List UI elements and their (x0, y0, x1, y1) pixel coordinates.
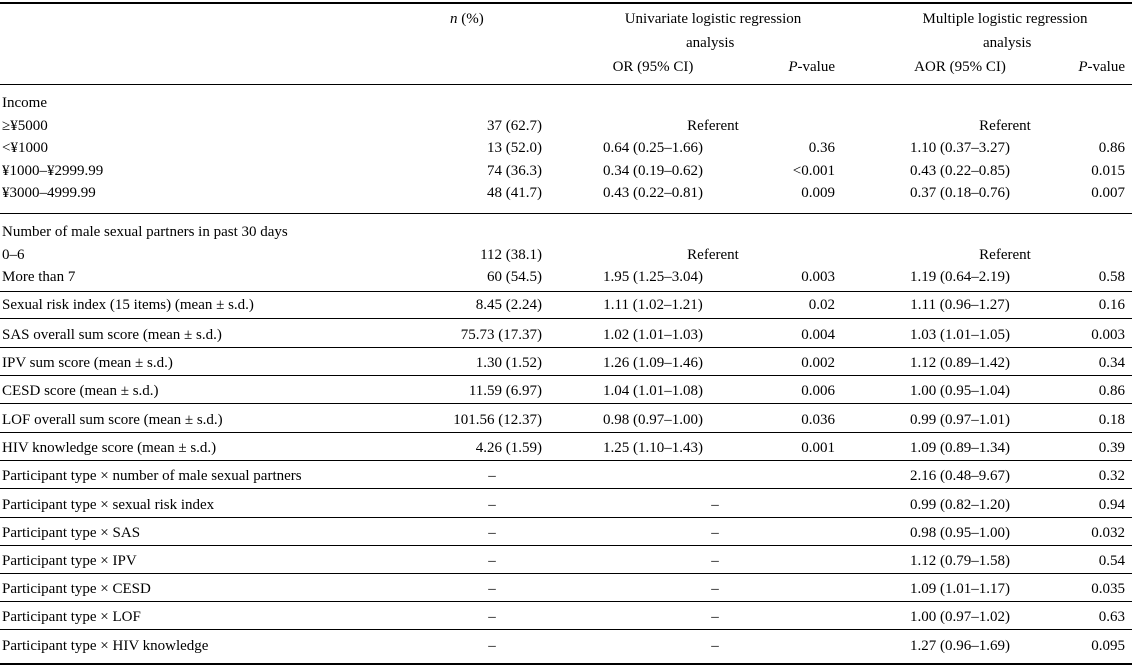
n-percent-cell: 75.73 (17.37) (460, 327, 542, 343)
p-symbol: P (1078, 59, 1088, 75)
row-label: Income (2, 95, 47, 111)
row-separator-rule (0, 517, 1132, 518)
row-separator-rule (0, 460, 1132, 461)
aor-ci-cell: 0.43 (0.22–0.85) (910, 163, 1010, 179)
aor-ci-cell: 1.09 (0.89–1.34) (910, 440, 1010, 456)
p-value-multiple-cell: 0.54 (1098, 553, 1125, 569)
or-ci-cell: – (711, 609, 719, 625)
row-label: ¥3000–4999.99 (2, 185, 96, 201)
row-label: Participant type × SAS (2, 525, 141, 541)
row-label: Sexual risk index (15 items) (mean ± s.d.) (2, 297, 254, 313)
p-value-multiple-cell: 0.032 (1091, 525, 1125, 541)
p-value-multiple-cell: 0.18 (1098, 412, 1125, 428)
aor-ci-cell: 1.19 (0.64–2.19) (910, 269, 1010, 285)
p-value-header-univariate (755, 59, 835, 76)
p-value-univariate-cell: 0.002 (801, 355, 835, 371)
aor-referent-cell: Referent (979, 247, 1031, 263)
or-ci-cell: 1.11 (1.02–1.21) (603, 297, 703, 313)
p-value-univariate-cell: 0.009 (801, 185, 835, 201)
n-percent-cell: 8.45 (2.24) (475, 297, 542, 313)
or-ci-cell: – (711, 525, 719, 541)
row-label: More than 7 (2, 269, 76, 285)
or-ci-cell: 1.95 (1.25–3.04) (603, 269, 703, 285)
aor-ci-cell: 1.00 (0.95–1.04) (910, 383, 1010, 399)
aor-ci-cell: 1.09 (1.01–1.17) (910, 581, 1010, 597)
or-ci-cell: 1.04 (1.01–1.08) (603, 383, 703, 399)
p-value-multiple-cell: 0.86 (1098, 140, 1125, 156)
row-separator-rule (0, 629, 1132, 630)
aor-ci-cell: 2.16 (0.48–9.67) (910, 468, 1010, 484)
n-percent-cell: – (488, 609, 496, 625)
n-percent-text: (%) (461, 11, 484, 27)
or-ci-cell: 1.02 (1.01–1.03) (603, 327, 703, 343)
n-percent-cell: 37 (62.7) (487, 118, 542, 134)
table-bottom-rule (0, 663, 1132, 665)
row-separator-rule (0, 375, 1132, 376)
p-value-univariate-cell: 0.36 (808, 140, 835, 156)
p-value-multiple-cell: 0.86 (1098, 383, 1125, 399)
aor-ci-cell: 0.99 (0.97–1.01) (910, 412, 1010, 428)
p-value-univariate-cell: 0.004 (801, 327, 835, 343)
p-value-multiple-cell: 0.63 (1098, 609, 1125, 625)
row-separator-rule (0, 291, 1132, 292)
p-value-univariate-cell: 0.036 (801, 412, 835, 428)
p-value-multiple-cell: 0.39 (1098, 440, 1125, 456)
n-symbol: n (450, 11, 458, 27)
p-value-multiple-cell: 0.34 (1098, 355, 1125, 371)
n-percent-cell: 11.59 (6.97) (468, 383, 542, 399)
p-symbol: P (788, 59, 798, 75)
or-ci-header: OR (95% CI) (612, 59, 694, 75)
row-label: IPV sum score (mean ± s.d.) (2, 355, 173, 371)
row-label: ¥1000–¥2999.99 (2, 163, 104, 179)
univariate-header-line2: analysis (686, 35, 735, 51)
p-value-header-multiple (1055, 59, 1125, 76)
row-separator-rule (0, 318, 1132, 319)
or-ci-cell: 0.98 (0.97–1.00) (603, 412, 703, 428)
n-percent-cell: – (488, 497, 496, 513)
row-label: Participant type × sexual risk index (2, 497, 215, 513)
row-label: Number of male sexual partners in past 30 days (2, 224, 288, 240)
row-label: CESD score (mean ± s.d.) (2, 383, 159, 399)
n-percent-cell: 13 (52.0) (487, 140, 542, 156)
aor-ci-header: AOR (95% CI) (914, 59, 1006, 75)
univariate-header-line1: Univariate logistic regression (624, 11, 802, 27)
p-value-univariate-cell: 0.02 (808, 297, 835, 313)
or-ci-cell: – (711, 553, 719, 569)
n-percent-cell: 101.56 (12.37) (453, 412, 542, 428)
or-ci-cell: 1.26 (1.09–1.46) (603, 355, 703, 371)
row-separator-rule (0, 403, 1132, 404)
p-value-multiple-cell: 0.007 (1091, 185, 1125, 201)
multiple-header-line1: Multiple logistic regression (922, 11, 1088, 27)
or-ci-cell: 0.64 (0.25–1.66) (603, 140, 703, 156)
or-ci-cell: – (711, 638, 719, 654)
aor-ci-cell: 0.37 (0.18–0.76) (910, 185, 1010, 201)
row-label: 0–6 (2, 247, 25, 263)
row-separator-rule (0, 432, 1132, 433)
p-value-multiple-cell: 0.095 (1091, 638, 1125, 654)
row-separator-rule (0, 601, 1132, 602)
n-percent-cell: – (488, 553, 496, 569)
row-label: LOF overall sum score (mean ± s.d.) (2, 412, 223, 428)
aor-ci-cell: 1.12 (0.89–1.42) (910, 355, 1010, 371)
multiple-header-line2: analysis (983, 35, 1032, 51)
p-value-multiple-cell: 0.32 (1098, 468, 1125, 484)
p-value-multiple-cell: 0.58 (1098, 269, 1125, 285)
aor-ci-cell: 1.27 (0.96–1.69) (910, 638, 1010, 654)
p-value-multiple-cell: 0.035 (1091, 581, 1125, 597)
or-ci-cell: – (711, 581, 719, 597)
n-percent-cell: 60 (54.5) (487, 269, 542, 285)
aor-ci-cell: 0.99 (0.82–1.20) (910, 497, 1010, 513)
p-value-univariate-cell: <0.001 (792, 163, 835, 179)
row-separator-rule (0, 488, 1132, 489)
n-percent-cell: – (488, 468, 496, 484)
p-value-multiple-cell: 0.94 (1098, 497, 1125, 513)
or-ci-cell: 0.34 (0.19–0.62) (603, 163, 703, 179)
p-value-multiple-cell: 0.015 (1091, 163, 1125, 179)
row-separator-rule (0, 347, 1132, 348)
n-percent-cell: 74 (36.3) (487, 163, 542, 179)
row-separator-rule (0, 545, 1132, 546)
or-referent-cell: Referent (687, 247, 739, 263)
row-label: ≥¥5000 (2, 118, 48, 134)
or-ci-cell: – (711, 497, 719, 513)
aor-ci-cell: 0.98 (0.95–1.00) (910, 525, 1010, 541)
row-label: Participant type × CESD (2, 581, 151, 597)
p-suffix: -value (797, 59, 835, 75)
n-percent-cell: 48 (41.7) (487, 185, 542, 201)
aor-ci-cell: 1.10 (0.37–3.27) (910, 140, 1010, 156)
aor-referent-cell: Referent (979, 118, 1031, 134)
p-value-univariate-cell: 0.006 (801, 383, 835, 399)
n-percent-header (450, 11, 484, 28)
p-value-univariate-cell: 0.001 (801, 440, 835, 456)
p-value-univariate-cell: 0.003 (801, 269, 835, 285)
n-percent-cell: – (488, 525, 496, 541)
row-label: Participant type × HIV knowledge (2, 638, 209, 654)
n-percent-cell: 112 (38.1) (480, 247, 542, 263)
n-percent-cell: – (488, 581, 496, 597)
row-label: <¥1000 (2, 140, 48, 156)
or-ci-cell: 1.25 (1.10–1.43) (603, 440, 703, 456)
aor-ci-cell: 1.00 (0.97–1.02) (910, 609, 1010, 625)
or-referent-cell: Referent (687, 118, 739, 134)
row-label: Participant type × IPV (2, 553, 137, 569)
aor-ci-cell: 1.11 (0.96–1.27) (910, 297, 1010, 313)
row-label: Participant type × number of male sexual partners (2, 468, 302, 484)
p-value-multiple-cell: 0.003 (1091, 327, 1125, 343)
aor-ci-cell: 1.12 (0.79–1.58) (910, 553, 1010, 569)
row-separator-rule (0, 213, 1132, 214)
n-percent-cell: – (488, 638, 496, 654)
table-top-rule (0, 2, 1132, 4)
n-percent-cell: 4.26 (1.59) (475, 440, 542, 456)
p-value-multiple-cell: 0.16 (1098, 297, 1125, 313)
row-label: HIV knowledge score (mean ± s.d.) (2, 440, 217, 456)
p-suffix: -value (1087, 59, 1125, 75)
or-ci-cell: 0.43 (0.22–0.81) (603, 185, 703, 201)
row-label: SAS overall sum score (mean ± s.d.) (2, 327, 222, 343)
aor-ci-cell: 1.03 (1.01–1.05) (910, 327, 1010, 343)
table-header-rule (0, 84, 1132, 85)
n-percent-cell: 1.30 (1.52) (475, 355, 542, 371)
row-label: Participant type × LOF (2, 609, 141, 625)
row-separator-rule (0, 573, 1132, 574)
